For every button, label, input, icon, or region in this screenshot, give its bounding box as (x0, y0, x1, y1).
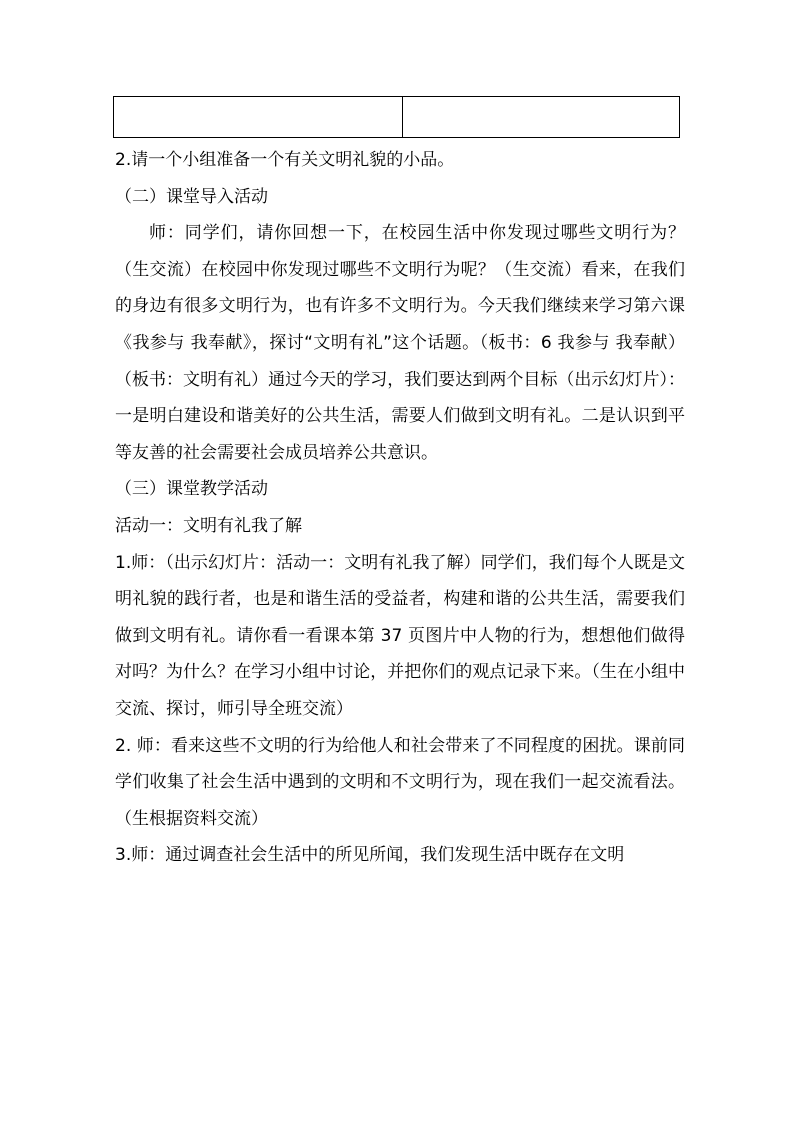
document-body (115, 142, 685, 874)
heading-class-teaching: （三）课堂教学活动 (115, 479, 268, 500)
paragraph-step-2: 2. 师：看来这些不文明的行为给他人和社会带来了不同程度的困扰。课前同学们收集了社会生活中遇到的文明和不文明行为，现在我们一起交流看法。（生根据资料交流） (115, 735, 685, 829)
table-fragment (113, 96, 680, 138)
table-cell-left (114, 97, 403, 137)
paragraph-step-3: 3.师：通过调查社会生活中的所见所闻，我们发现生活中既存在文明 (115, 845, 625, 866)
paragraph-step-1: 1.师：（出示幻灯片：活动一：文明有礼我了解）同学们，我们每个人既是文明礼貌的践行者，也是和谐生活的受益者，构建和谐的公共生活，需要我们做到文明有礼。请你看一看课本第 37 页图片中人物的行为，想想他们做得对吗？为什么？在学习小组中讨论，并把你们的观点记录下来。（生在小组中交流、探讨，师引导全班交流） (115, 552, 685, 719)
heading-class-intro: （二）课堂导入活动 (115, 186, 268, 207)
paragraph-sketch-task: 2.请一个小组准备一个有关文明礼貌的小品。 (115, 150, 455, 170)
paragraph-teacher-intro: 师：同学们，请你回想一下，在校园生活中你发现过哪些文明行为？（生交流）在校园中你发现过哪些不文明行为呢？（生交流）看来，在我们的身边有很多文明行为，也有许多不文明行为。今天我们继续来学习第六课《我参与 我奉献》，探讨“文明有礼”这个话题。（板书：6 我参与 我奉献）（板书：文明有礼）通过今天的学习，我们要达到两个目标（出示幻灯片）：一是明白建设和谐美好的公共生活，需要人们做到文明有礼。二是认识到平等友善的社会需要社会成员培养公共意识。 (115, 223, 685, 463)
table-cell-right (403, 97, 679, 137)
heading-activity-one: 活动一：文明有礼我了解 (115, 515, 302, 536)
